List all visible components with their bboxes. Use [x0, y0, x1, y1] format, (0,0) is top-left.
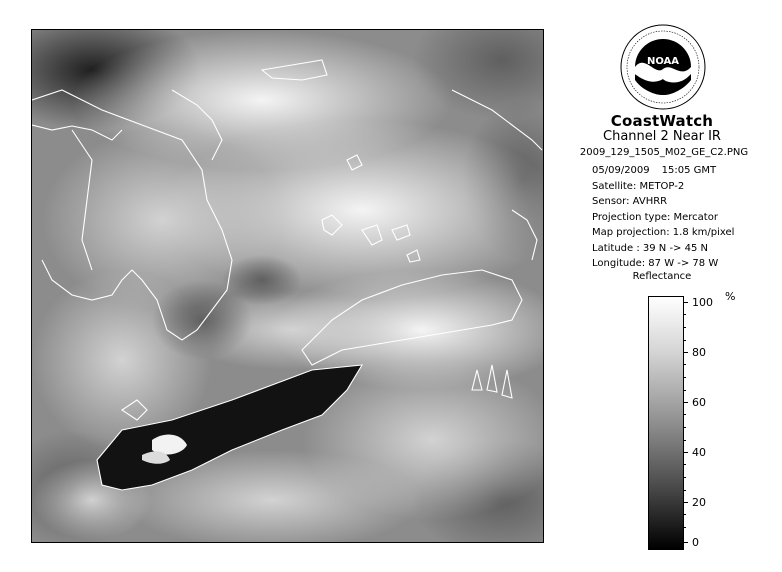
tick-40	[683, 446, 763, 460]
channel-label: Channel 2 Near IR	[603, 129, 721, 144]
tick-20	[683, 496, 763, 510]
minor-tick	[683, 477, 686, 478]
minor-tick	[683, 364, 686, 365]
tick-label: 100	[692, 296, 713, 309]
metadata-block	[592, 163, 734, 272]
sensor-row: Sensor: AVHRR	[592, 196, 668, 207]
reflectance-colorbar	[648, 296, 684, 550]
info-panel	[560, 24, 770, 564]
tick-100	[683, 296, 763, 310]
legend-title: Reflectance	[632, 271, 692, 282]
tick-0	[683, 536, 763, 550]
minor-tick	[683, 390, 686, 391]
satellite-image-svg	[32, 30, 543, 542]
minor-tick	[683, 314, 686, 315]
minor-tick	[683, 440, 686, 441]
tick-label: 0	[692, 536, 699, 549]
minor-tick	[683, 527, 686, 528]
tick-label: 20	[692, 496, 706, 509]
tick-label: 80	[692, 346, 706, 359]
projection-type-row: Projection type: Mercator	[592, 211, 718, 223]
brand-title: CoastWatch	[610, 112, 714, 130]
noaa-logo	[620, 24, 706, 110]
logo-center-text: NOAA	[646, 56, 680, 67]
tick-label: 60	[692, 396, 706, 409]
minor-tick	[683, 427, 686, 428]
minor-tick	[683, 490, 686, 491]
filename: 2009_129_1505_M02_GE_C2.PNG	[579, 147, 749, 158]
minor-tick	[683, 414, 686, 415]
time-value: 15:05 GMT	[661, 165, 717, 176]
minor-tick	[683, 340, 686, 341]
tick-label: 40	[692, 446, 706, 459]
legend-unit: %	[725, 290, 736, 303]
date-value: 05/09/2009	[592, 165, 650, 176]
satellite-row: Satellite: METOP-2	[592, 180, 685, 192]
minor-tick	[683, 514, 686, 515]
latitude-row: Latitude : 39 N -> 45 N	[592, 242, 708, 254]
colorbar-ticks	[683, 296, 763, 550]
minor-tick	[683, 327, 686, 328]
tick-80	[683, 346, 763, 360]
date-time-row	[592, 163, 734, 179]
map-projection-row: Map projection: 1.8 km/pixel	[592, 227, 735, 238]
satellite-image	[31, 29, 544, 543]
minor-tick	[683, 464, 686, 465]
longitude-row: Longitude: 87 W -> 78 W	[592, 258, 719, 269]
tick-60	[683, 396, 763, 410]
minor-tick	[683, 377, 686, 378]
